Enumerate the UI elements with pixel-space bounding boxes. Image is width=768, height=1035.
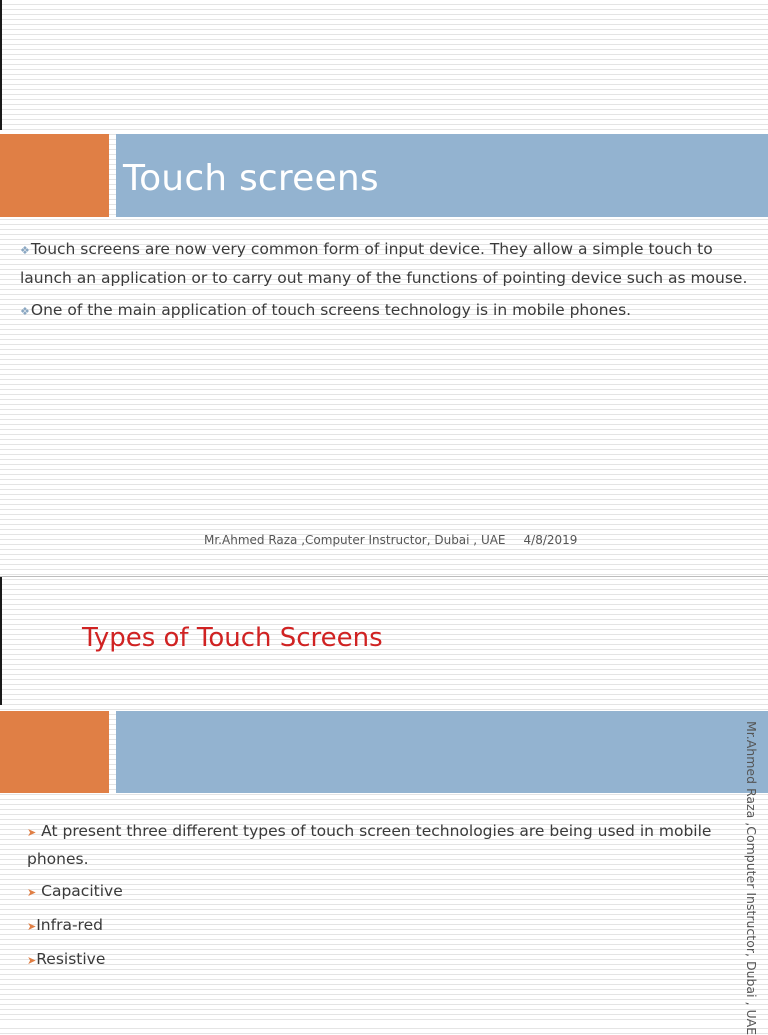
bullet-text: Infra-red <box>36 916 103 934</box>
arrow-bullet-icon: ➤ <box>27 954 37 967</box>
bullet-item <box>20 297 755 326</box>
orange-accent-block <box>0 134 109 217</box>
slide-2 <box>0 577 768 1035</box>
bullet-item <box>27 818 727 872</box>
diamond-bullet-icon: ❖ <box>20 305 30 318</box>
bullet-list <box>27 818 727 980</box>
bullet-item <box>27 946 727 974</box>
slide-title: Touch screens <box>123 158 379 199</box>
bullet-text: Touch screens are now very common form of input device. They allow a simple touch to launch an application or to carry out many of the functions of pointing device such as mouse. <box>20 240 748 287</box>
orange-accent-block <box>0 711 109 793</box>
arrow-bullet-icon: ➤ <box>27 886 37 899</box>
arrow-bullet-icon: ➤ <box>27 826 37 839</box>
diamond-bullet-icon: ❖ <box>20 244 30 257</box>
bullet-item <box>27 912 727 940</box>
left-border-line <box>0 0 2 130</box>
bullet-text: One of the main application of touch screens technology is in mobile phones. <box>30 301 632 319</box>
footer-date: 4/8/2019 <box>523 533 578 547</box>
bullet-item <box>20 236 755 291</box>
bullet-text: Capacitive <box>36 882 123 900</box>
left-border-line <box>0 577 2 705</box>
title-bar <box>116 711 768 793</box>
arrow-bullet-icon: ➤ <box>27 920 37 933</box>
slide-title: Types of Touch Screens <box>82 623 383 653</box>
slide-footer <box>204 533 577 547</box>
bullet-text: Resistive <box>36 950 106 968</box>
bullet-text: At present three different types of touch screen technologies are being used in mobile phones. <box>27 822 712 868</box>
footer-author: Mr.Ahmed Raza ,Computer Instructor, Dubai , UAE <box>204 533 506 547</box>
bullet-item <box>27 878 727 906</box>
bullet-list <box>20 236 755 332</box>
vertical-footer: Mr.Ahmed Raza ,Computer Instructor, Dubai , UAE <box>744 721 759 1035</box>
